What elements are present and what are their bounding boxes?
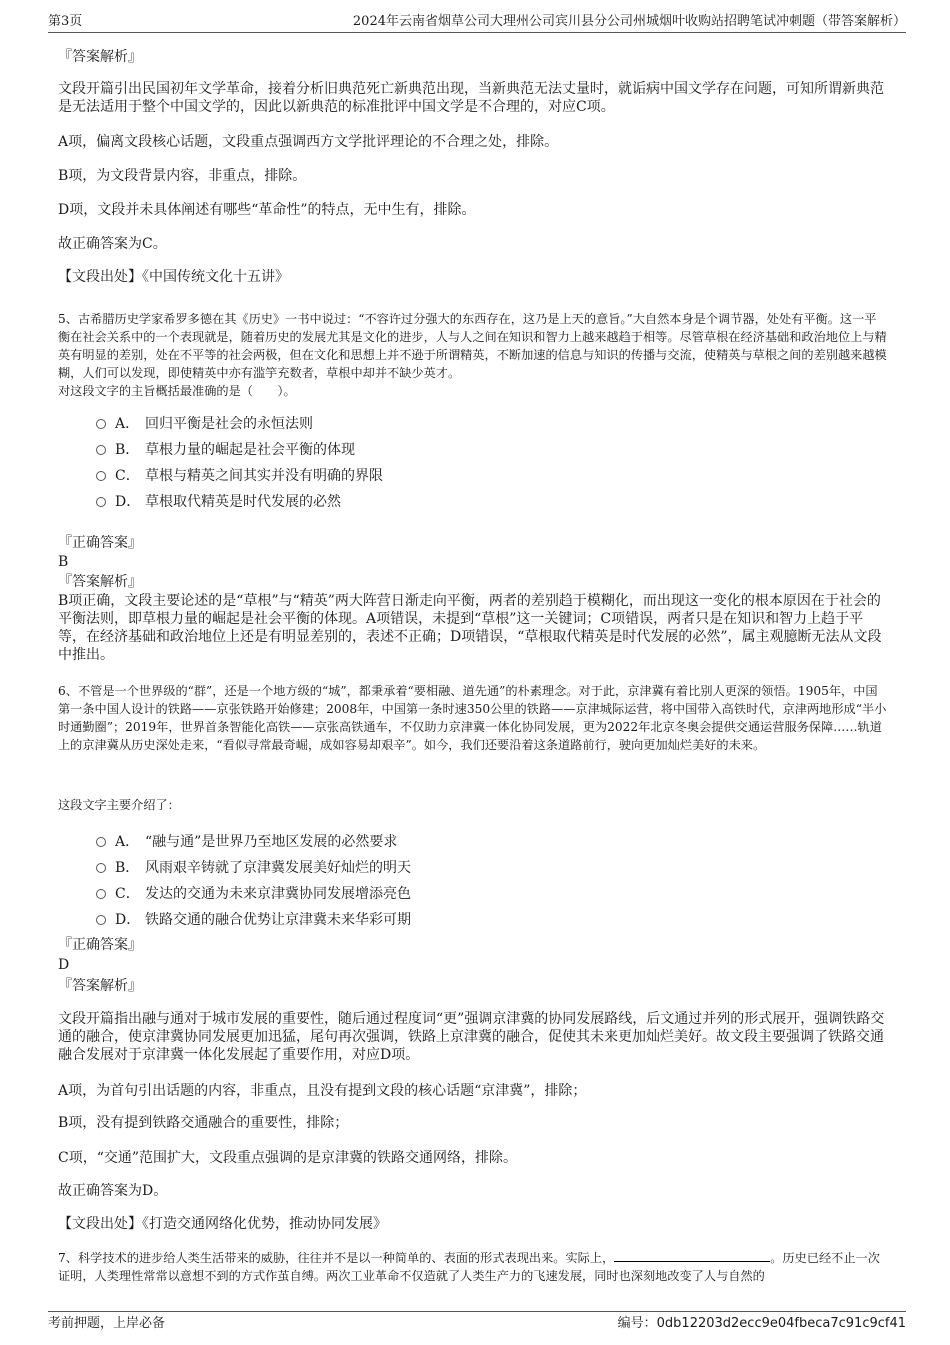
q4-analysis: 文段开篇引出民国初年文学革命，接着分析旧典范死亡新典范出现，当新典范无法丈量时，就诟病中国文学存在问题，可知所谓新典范是无法适用于整个中国文学的，因此以新典范的标准批评中国文学是不合理的，对应C项。 bbox=[58, 81, 884, 115]
q4-option-b-analysis: B项，为文段背景内容，非重点，排除。 bbox=[58, 168, 307, 184]
page-header bbox=[48, 12, 906, 33]
q6-option-b-analysis: B项，没有提到铁路交通融合的重要性，排除； bbox=[58, 1115, 349, 1131]
q6-answer-label: 『正确答案』 bbox=[58, 937, 142, 953]
radio-circle-icon[interactable] bbox=[96, 445, 106, 455]
q4-option-a-analysis: A项，偏离文段核心话题，文段重点强调西方文学批评理论的不合理之处，排除。 bbox=[58, 134, 559, 150]
q5-option-d[interactable]: D． 草根取代精英是时代发展的必然 bbox=[96, 492, 796, 518]
radio-circle-icon[interactable] bbox=[96, 497, 106, 507]
document-title: 2024年云南省烟草公司大理州公司宾川县分公司州城烟叶收购站招聘笔试冲刺题（带答案解析） bbox=[352, 14, 906, 29]
q6-options bbox=[96, 832, 796, 936]
q5-stem: 5、古希腊历史学家希罗多德在其《历史》一书中说过：“不容许过分强大的东西存在，这乃是上天的意旨。”大自然本身是个调节器，处处有平衡。这一平衡在社会关系中的一个表现就是，随着历史的发展尤其是文化的进步，人与人之间在知识和智力上越来越趋于相等。尽管草根在经济基础和政治地位上与精英有明显的差别，处在不平等的社会两极，但在文化和思想上并不逊于所谓精英，不断加速的信息与知识的传播与交流，使精英与草根之间的差别越来越模糊，人们可以发现，即使精英中亦有滥竽充数者，草根中却并不缺少英才。 bbox=[58, 312, 887, 380]
q5-option-a[interactable]: A． 回归平衡是社会的永恒法则 bbox=[96, 414, 796, 440]
q4-source: 【文段出处】《中国传统文化十五讲》 bbox=[58, 269, 289, 285]
q6-option-b[interactable]: B． 风雨艰辛铸就了京津冀发展美好灿烂的明天 bbox=[96, 858, 796, 884]
page-footer bbox=[48, 1311, 906, 1334]
q4-conclusion: 故正确答案为C。 bbox=[58, 236, 167, 252]
q6-option-a-analysis: A项，为首句引出话题的内容，非重点，且没有提到文段的核心话题“京津冀”，排除； bbox=[58, 1083, 587, 1099]
q6-answer: D bbox=[58, 957, 70, 973]
q6-conclusion: 故正确答案为D。 bbox=[58, 1183, 168, 1199]
q6-analysis: 文段开篇指出融与通对于城市发展的重要性，随后通过程度词“更”强调京津冀的协同发展路线，后文通过并列的形式展开，强调铁路交通的融合，使京津冀协同发展更加迅猛，尾句再次强调，铁路上京津冀的融合，促使其未来更加灿烂美好。故文段主要强调了铁路交通融合发展对于京津冀一体化发展起了重要作用，对应D项。 bbox=[58, 1011, 885, 1063]
document-code: 编号：0db12203d2ecc9e04fbeca7c91c9cf41 bbox=[617, 1316, 906, 1331]
q4-option-d-analysis: D项，文段并未具体阐述有哪些“革命性”的特点，无中生有，排除。 bbox=[58, 202, 476, 218]
q6-option-c[interactable]: C． 发达的交通为未来京津冀协同发展增添亮色 bbox=[96, 884, 796, 910]
q5-analysis-label: 『答案解析』 bbox=[58, 574, 142, 590]
q5-option-c[interactable]: C． 草根与精英之间其实并没有明确的界限 bbox=[96, 466, 796, 492]
radio-circle-icon[interactable] bbox=[96, 863, 106, 873]
q5-question: 对这段文字的主旨概括最准确的是（ ）。 bbox=[58, 384, 296, 398]
page-number: 第3页 bbox=[48, 14, 83, 29]
q5-answer-label: 『正确答案』 bbox=[58, 535, 142, 551]
radio-circle-icon[interactable] bbox=[96, 837, 106, 847]
q6-option-c-analysis: C项，“交通”范围扩大，文段重点强调的是京津冀的铁路交通网络，排除。 bbox=[58, 1150, 518, 1166]
q6-source: 【文段出处】《打造交通网络化优势，推动协同发展》 bbox=[58, 1216, 387, 1232]
q6-analysis-label: 『答案解析』 bbox=[58, 978, 142, 994]
radio-circle-icon[interactable] bbox=[96, 471, 106, 481]
radio-circle-icon[interactable] bbox=[96, 915, 106, 925]
q5-option-b[interactable]: B． 草根力量的崛起是社会平衡的体现 bbox=[96, 440, 796, 466]
q5-options bbox=[96, 414, 796, 518]
fill-in-blank[interactable] bbox=[614, 1249, 770, 1262]
q6-option-d[interactable]: D． 铁路交通的融合优势让京津冀未来华彩可期 bbox=[96, 910, 796, 936]
footer-slogan: 考前押题，上岸必备 bbox=[48, 1316, 166, 1331]
q5-answer: B bbox=[58, 554, 69, 570]
radio-circle-icon[interactable] bbox=[96, 419, 106, 429]
q6-question: 这段文字主要介绍了： bbox=[58, 798, 180, 812]
radio-circle-icon[interactable] bbox=[96, 889, 106, 899]
q7-stem: 7、科学技术的进步给人类生活带来的威胁，往往并不是以一种简单的、表面的形式表现出来。实际上， 。历史已经不止一次证明，人类理性常常以意想不到的方式作茧自缚。两次工业革命不仅造就了人类生产力的飞速发展，同时也深刻地改变了人与自然的 bbox=[58, 1251, 880, 1283]
q6-stem: 6、不管是一个世界级的“群”，还是一个地方级的“城”，都秉承着“要相融、道先通”的朴素理念。对于此，京津冀有着比别人更深的领悟。1905年，中国第一条中国人设计的铁路——京张铁路开始修建；2008年，中国第一条时速350公里的铁路——京津城际运营，将中国带入高铁时代，京津两地形成“半小时通勤圈”；2019年，世界首条智能化高铁——京张高铁通车，不仅助力京津冀一体化协同发展，更为2022年北京冬奥会提供交通运营服务保障……轨道上的京津冀从历史深处走来，“看似寻常最奇崛，成如容易却艰辛”。如今，我们还要沿着这条道路前行，驶向更加灿烂美好的未来。 bbox=[58, 684, 887, 752]
q5-analysis: B项正确，文段主要论述的是“草根”与“精英”两大阵营日渐走向平衡，两者的差别趋于模糊化，而出现这一变化的根本原因在于社会的平衡法则，即草根力量的崛起是社会平衡的体现。A项错误，未提到“草根”这一关键词；C项错误，两者只是在知识和智力上趋于平等，在经济基础和政治地位上还是有明显差别的，表述不正确；D项错误，“草根取代精英是时代发展的必然”，属主观臆断无法从文段中推出。 bbox=[58, 593, 882, 663]
q4-analysis-label: 『答案解析』 bbox=[58, 49, 142, 65]
q6-option-a[interactable]: A． “融与通”是世界乃至地区发展的必然要求 bbox=[96, 832, 796, 858]
